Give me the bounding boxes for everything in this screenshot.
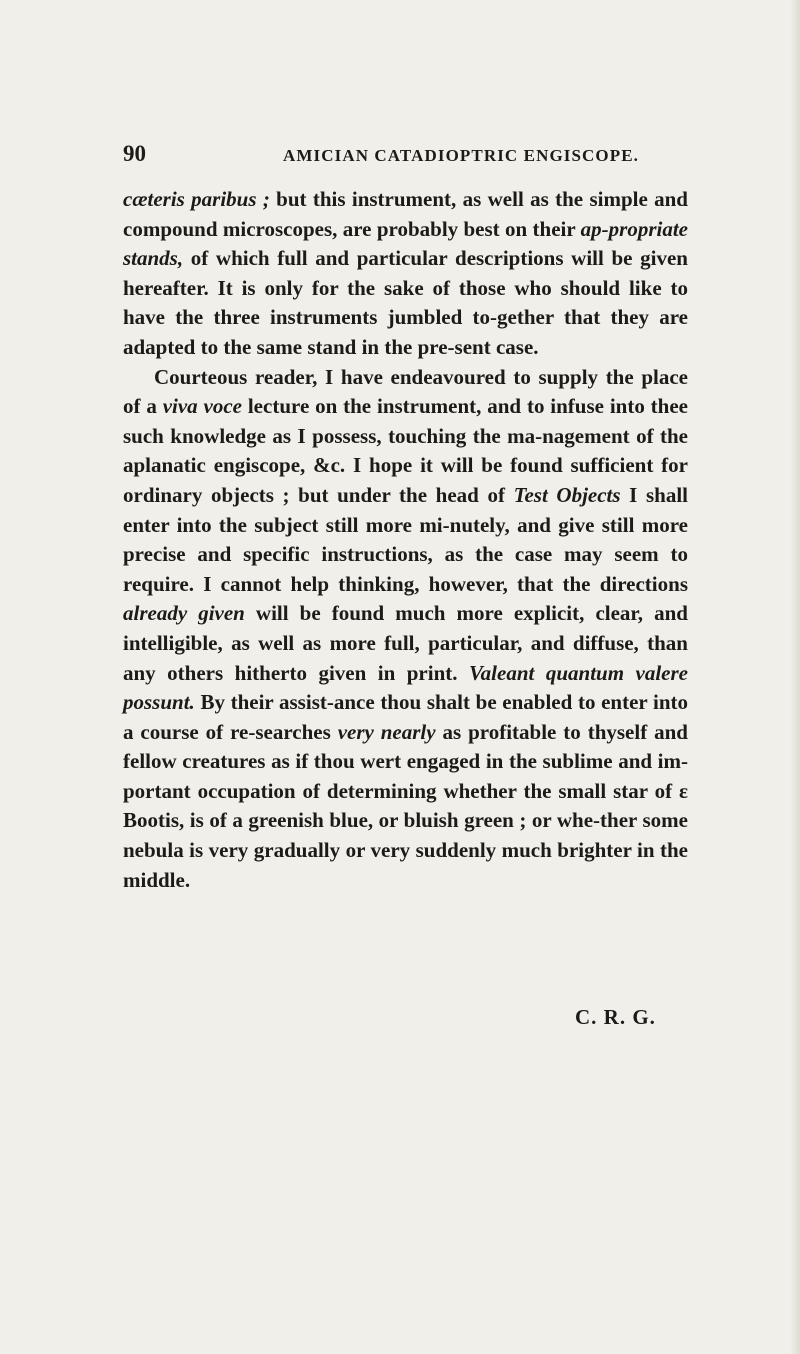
page-edge-shadow <box>790 0 800 1354</box>
body-text <box>123 185 688 895</box>
italic-text: cæteris paribus ; <box>123 187 270 211</box>
italic-text: Test Objects <box>513 482 621 507</box>
text-run: but this instrument, as well as the simple and compound microscopes, are probably best on their <box>123 187 688 241</box>
italic-text: very nearly <box>337 719 436 744</box>
text-run: of which full and particular descriptions will be given hereafter. It is only for the sake of those who should like to have the three instruments jumbled to-gether that they are adapted to the same stand in the pre-sent case. <box>123 246 688 359</box>
italic-text: Valeant quantum valere possunt. <box>123 660 688 715</box>
text-run: lecture on the instrument, and to infuse into thee such knowledge as I possess, touching the ma-nagement of the aplanatic engiscope, &c. I hope it will be found sufficient for ordinary objects ; but under the head of <box>123 394 688 507</box>
italic-text: viva voce <box>162 394 242 419</box>
page-header <box>123 140 683 168</box>
text-run: as profitable to thyself and fellow creatures as if thou wert engaged in the sublime and im-portant occupation of determining whether the small star of ε Bootis, is of a greenish blue, or bluish green ; or whe-ther some nebula is very gradually or very suddenly much brighter in the middle. <box>123 719 688 892</box>
text-run: By their assist-ance thou shalt be enabled to enter into a course of re-searches <box>123 690 688 744</box>
paragraph-2 <box>123 363 688 896</box>
italic-text: already given <box>123 601 245 626</box>
text-run: I shall enter into the subject still more mi-nutely, and give still more precise and specific instructions, as the case may seem to require. I cannot help thinking, however, that the directions <box>123 482 688 596</box>
running-head: AMICIAN CATADIOPTRIC ENGISCOPE. <box>283 146 640 165</box>
paragraph-1 <box>123 185 688 363</box>
text-run: will be found much more explicit, clear, and intelligible, as well as more full, particular, and diffuse, than any others hitherto given in print. <box>123 601 688 685</box>
page-number: 90 <box>123 141 146 166</box>
italic-text: ap-propriate stands, <box>123 216 688 271</box>
text-run: Courteous reader, I have endeavoured to supply the place of a <box>123 364 688 419</box>
signature-initials: C. R. G. <box>575 1005 656 1029</box>
